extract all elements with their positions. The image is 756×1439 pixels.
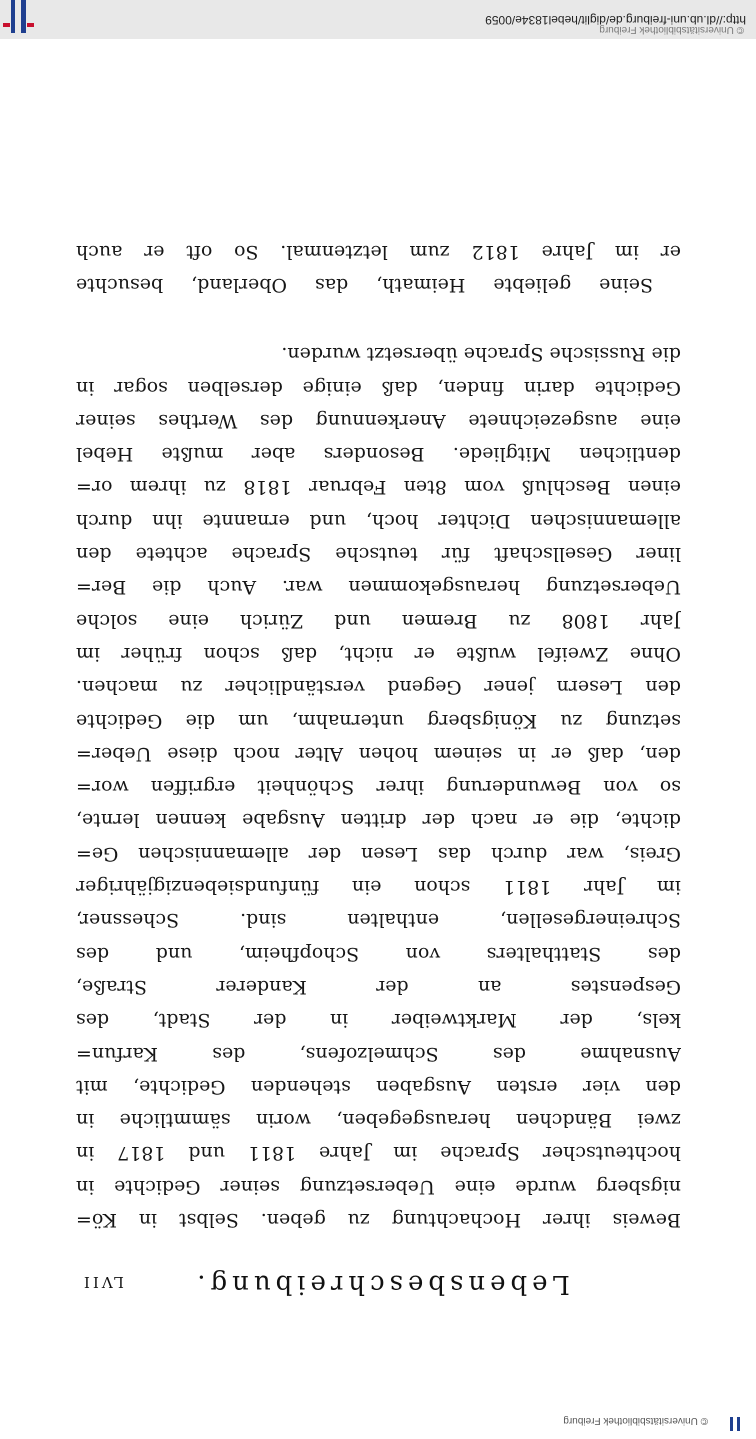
top-credit-strip — [0, 1409, 756, 1439]
text-line: die Russische Sprache übersetzt wurden. — [281, 343, 681, 366]
text-line: den Lesern jener Gegend verständlicher zu machen. — [76, 676, 681, 699]
text-line: setzung zu Königsberg unternahm, um die Gedichte — [76, 709, 681, 732]
text-line: den, daß er in seinem hohen Alter noch diese Ueber= — [76, 742, 681, 765]
text-line: Ohne Zweifel wußte er nicht, daß schon früher im — [76, 642, 681, 665]
text-line: Jahr 1808 zu Bremen und Zürich eine solche — [76, 609, 681, 632]
page-header — [81, 1259, 681, 1299]
text-line: zwei Bändchen herausgegeben, worin sämmtliche in — [76, 1109, 681, 1132]
text-line: dichte, die er nach der dritten Ausgabe kennen lernte, — [76, 809, 681, 832]
text-line: einen Beschluß vom 8ten Februar 1818 zu ihrem or= — [76, 476, 681, 499]
library-mark-icon — [722, 1417, 742, 1431]
running-head: Lebensbeschreibung. — [192, 1269, 570, 1299]
text-line: so von Bewunderung ihrer Schönheit ergriffen wor= — [76, 776, 681, 799]
text-line: Schreinergesellen, enthalten sind. Schessner, — [76, 909, 681, 932]
text-line: allemannischen Dichter hoch, und ernannte ihn durch — [76, 509, 681, 532]
text-line: eine ausgezeichnete Anerkennung des Werthes seiner — [76, 409, 681, 432]
page-number: LVII — [81, 1273, 124, 1291]
text-line: des Statthalters von Schopfheim, und des — [76, 942, 681, 965]
copyright-credit: © Universitätsbibliothek Freiburg — [599, 24, 744, 35]
text-line: kels, der Marktweiber in der Stadt, des — [76, 1009, 681, 1032]
text-line: Gespenstes an der Kanderer Straße, — [76, 975, 681, 998]
footer-credit: © Universitätsbibliothek Freiburg — [563, 1415, 708, 1426]
text-line: den vier ersten Ausgaben stehenden Gedichte, mit — [76, 1075, 681, 1098]
paragraph-gap — [76, 301, 681, 337]
body-text — [76, 234, 681, 1236]
text-line: Gedichte darin finden, daß einige derselben sogar in — [76, 376, 681, 399]
library-logo-icon — [0, 0, 46, 33]
text-line: Uebersetzung herausgekommen war. Auch die Ber= — [76, 576, 681, 599]
text-line: Greis, war durch das Lesen der allemannischen Ge= — [76, 842, 681, 865]
text-line: er im Jahre 1812 zum letztenmal. So oft er auch — [76, 240, 681, 263]
text-line: hochteutscher Sprache im Jahre 1811 und 1817 in — [76, 1142, 681, 1165]
text-line: liner Gesellschaft für teutsche Sprache achtete den — [76, 543, 681, 566]
address-bar[interactable] — [0, 0, 756, 39]
text-line: Ausnahme des Schmelzofens, des Karfun= — [76, 1042, 681, 1065]
text-line: dentlichen Mitgliede. Besonders aber mußte Hebel — [76, 443, 681, 466]
text-line: nigsberg wurde eine Uebersetzung seiner Gedichte in — [76, 1175, 681, 1198]
text-line: im Jahr 1811 schon ein fünfundsiebenzigjähriger — [76, 876, 681, 899]
page-url[interactable]: http://dl.ub.uni-freiburg.de/diglit/hebel1834e/0059 — [485, 13, 746, 27]
text-line: Beweis ihrer Hochachtung zu geben. Selbst in Kö= — [76, 1209, 681, 1231]
text-line: Seine geliebte Heimath, das Oberland, besuchte — [76, 273, 653, 296]
